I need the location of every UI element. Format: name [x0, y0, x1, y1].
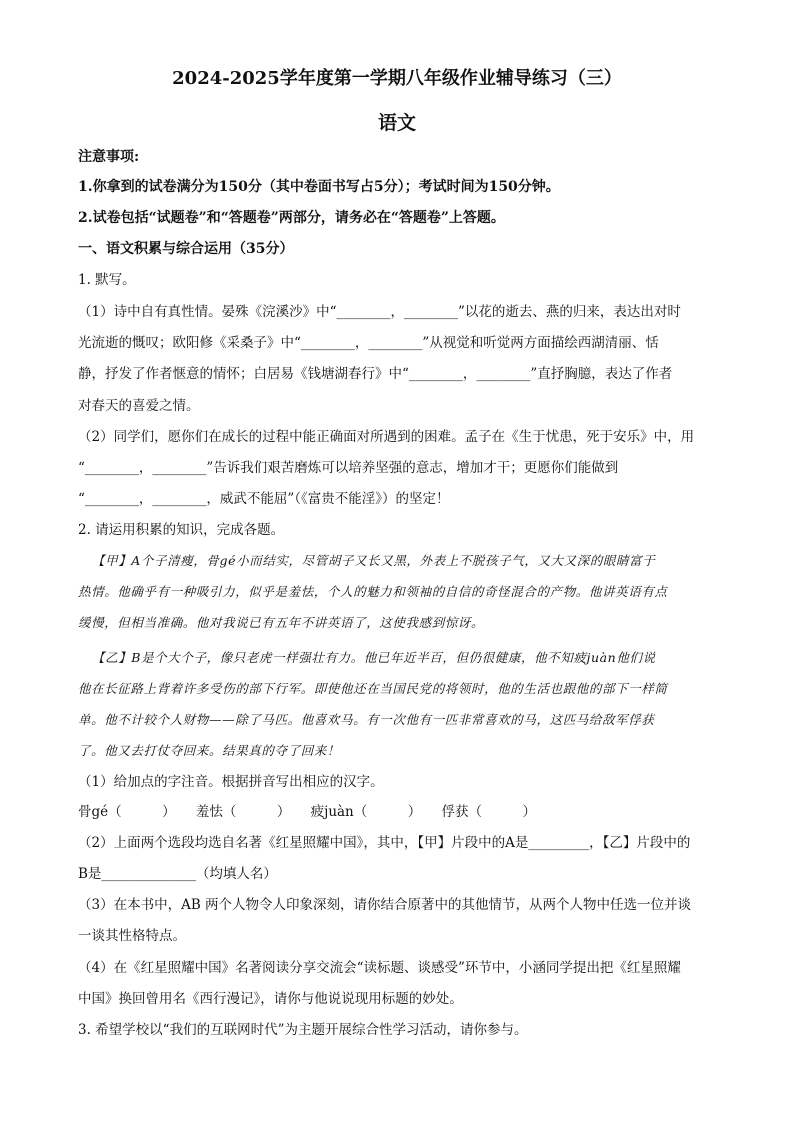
question-line: （2）上面两个选段均选自名著《红星照耀中国》，其中，【甲】片段中的A是_________，【乙】片段中的 — [78, 835, 691, 851]
passage-line: 【甲】A个子清瘦，骨gé小而结实，尽管胡子又长又黑，外表上不脱孩子气，又大又深的眼睛富于 — [92, 553, 656, 568]
passage-line: 缓慢，但相当准确。他对我说已有五年不讲英语了，这使我感到惊讶。 — [78, 615, 485, 630]
notes-heading: 注意事项: — [78, 149, 140, 165]
question-line: “________，________”告诉我们艰苦磨炼可以培养坚强的意志，增加才干；更愿你们能做到 — [78, 460, 619, 476]
question-line: （2）同学们，愿你们在成长的过程中能正确面对所遇到的困难。孟子在《生于忧患，死于安乐》中，用 — [78, 429, 695, 445]
question-line: （4）在《红星照耀中国》名著阅读分享交流会“读标题、谈感受”环节中，小涵同学提出把《红星照耀 — [78, 960, 681, 976]
passage-line: 单。他不计较个人财物——除了马匹。他喜欢马。有一次他有一匹非常喜欢的马，这匹马给敌军俘获 — [78, 712, 655, 727]
passage-line: 他在长征路上背着许多受伤的部下行军。即使他还在当国民党的将领时，他的生活也跟他的部下一样简 — [78, 681, 668, 696]
question-line: 骨gé（ ） 羞怯（ ） 疲juàn（ ） 俘获（ ） — [78, 804, 537, 820]
question-line: 光流逝的慨叹；欧阳修《采桑子》中“________，________”从视觉和听觉两方面描绘西湖清丽、恬 — [78, 335, 659, 351]
question-line: 对春天的喜爱之情。 — [78, 398, 200, 414]
subject-title: 语文 — [377, 112, 416, 134]
passage-line: 热情。他确乎有一种吸引力，似乎是羞怯，个人的魅力和领袖的自信的奇怪混合的产物。他讲英语有点 — [78, 584, 668, 599]
question-line: （3）在本书中，AB 两个人物令人印象深刻，请你结合原著中的其他情节，从两个人物中任选一位并谈 — [78, 897, 692, 913]
note-item: 1.你拿到的试卷满分为150分（其中卷面书写占5分）；考试时间为150分钟。 — [78, 179, 560, 195]
passage-line: 【乙】B是个大个子，像只老虎一样强壮有力。他已年近半百，但仍很健康，他不知疲juàn他们说 — [92, 650, 656, 665]
section-heading: 一、语文积累与综合运用（35分） — [78, 241, 294, 257]
exam-title: 2024-2025学年度第一学期八年级作业辅导练习（三） — [172, 68, 622, 89]
question-line: B是______________（均填人名） — [78, 866, 277, 882]
note-item: 2.试卷包括“试题卷”和“答题卷”两部分，请务必在“答题卷”上答题。 — [78, 210, 505, 226]
question-line: 一谈其性格特点。 — [78, 928, 186, 944]
question-title: 1. 默写。 — [78, 272, 136, 288]
question-title: 3. 希望学校以“我们的互联网时代”为主题开展综合性学习活动，请你参与。 — [78, 1022, 528, 1038]
question-line: （1）诗中自有真性情。晏殊《浣溪沙》中“________，________”以花的逝去、燕的归来，表达出对时 — [78, 304, 681, 320]
question-line: 静，抒发了作者惬意的情怀；白居易《钱塘湖春行》中“________，________”直抒胸臆，表达了作者 — [78, 366, 673, 382]
question-line: （1）给加点的字注音。根据拼音写出相应的汉字。 — [78, 774, 384, 790]
question-title: 2. 请运用积累的知识，完成各题。 — [78, 522, 285, 538]
question-line: 中国》换回曾用名《西行漫记》，请你与他说说现用标题的妙处。 — [78, 991, 463, 1007]
question-line: “________，________，威武不能屈”（《富贵不能淫》）的坚定！ — [78, 491, 450, 507]
passage-line: 了。他又去打仗夺回来。结果真的夺了回来！ — [78, 743, 341, 758]
